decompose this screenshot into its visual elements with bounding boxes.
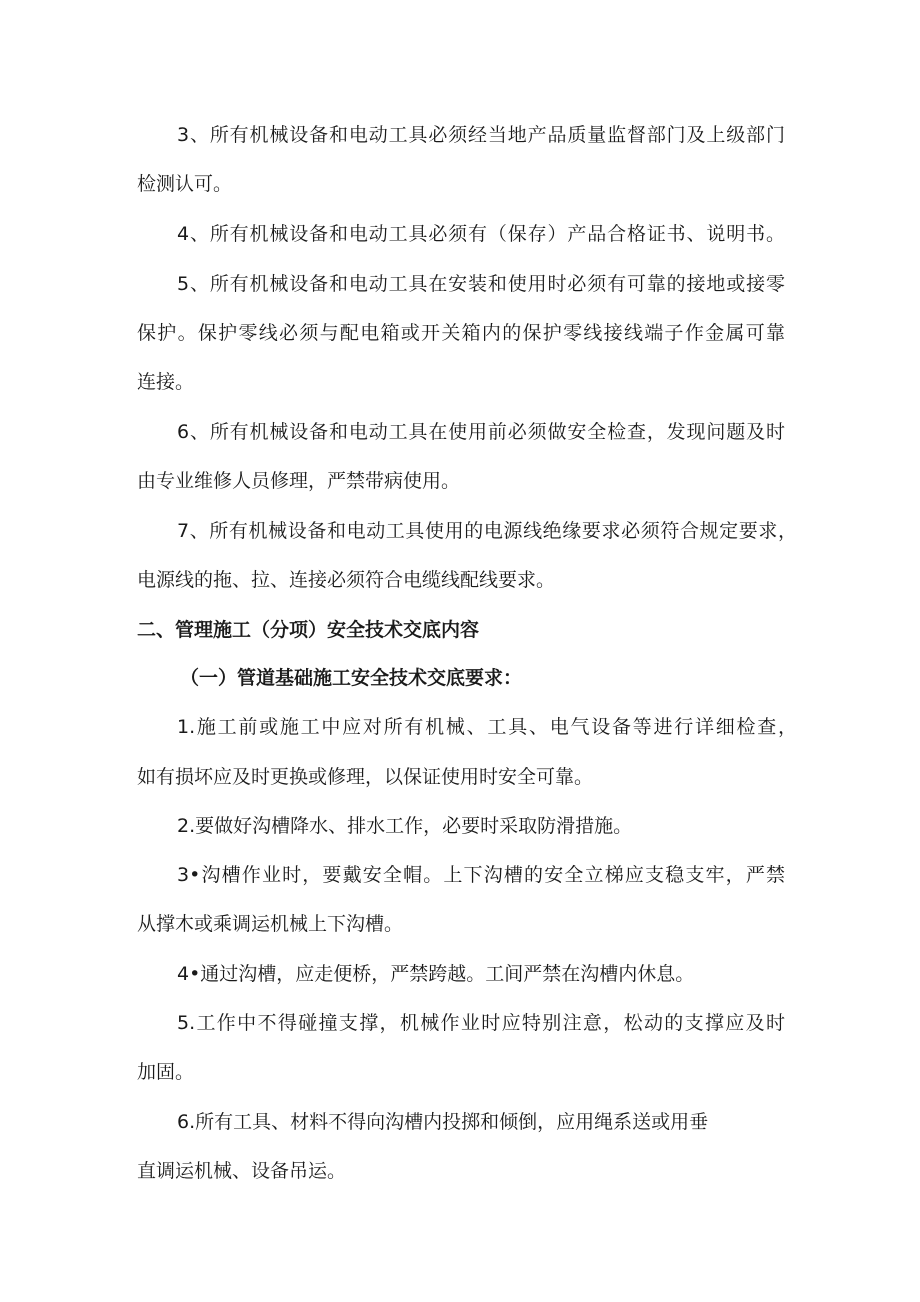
subsection-heading: （一）管道基础施工安全技术交底要求： <box>180 667 523 689</box>
item-1-line-1: 1.施工前或施工中应对所有机械、工具、电气设备等进行详细检查， <box>177 716 797 738</box>
paragraph-3-line-2: 检测认可。 <box>137 173 233 195</box>
paragraph-3-line-1: 3、所有机械设备和电动工具必须经当地产品质量监督部门及上级部门 <box>177 124 785 146</box>
paragraph-6-line-1: 6、所有机械设备和电动工具在使用前必须做安全检查，发现问题及时 <box>177 421 785 443</box>
paragraph-7-line-1: 7、所有机械设备和电动工具使用的电源线绝缘要求必须符合规定要求， <box>177 520 797 542</box>
item-4-line-1: 4•通过沟槽，应走便桥，严禁跨越。工间严禁在沟槽内休息。 <box>177 963 695 985</box>
paragraph-5-line-3: 连接。 <box>137 371 195 393</box>
item-6-line-1: 6.所有工具、材料不得向沟槽内投掷和倾倒，应用绳系送或用垂 <box>177 1111 709 1133</box>
item-5-line-1: 5.工作中不得碰撞支撑，机械作业时应特别注意，松动的支撑应及时 <box>177 1012 785 1034</box>
item-6-line-2: 直调运机械、设备吊运。 <box>137 1160 347 1182</box>
paragraph-5-line-1: 5、所有机械设备和电动工具在安装和使用时必须有可靠的接地或接零 <box>177 273 785 295</box>
item-5-line-2: 加固。 <box>137 1061 195 1083</box>
paragraph-4-line-1: 4、所有机械设备和电动工具必须有（保存）产品合格证书、说明书。 <box>177 223 785 245</box>
item-1-line-2: 如有损坏应及时更换或修理，以保证使用时安全可靠。 <box>137 766 594 788</box>
item-3-line-2: 从撑木或乘调运机械上下沟槽。 <box>137 913 404 935</box>
paragraph-6-line-2: 由专业维修人员修理，严禁带病使用。 <box>137 470 461 492</box>
paragraph-5-line-2: 保护。保护零线必须与配电箱或开关箱内的保护零线接线端子作金属可靠 <box>137 322 785 344</box>
item-2-line-1: 2.要做好沟槽降水、排水工作，必要时采取防滑措施。 <box>177 815 633 837</box>
item-3-line-1: 3•沟槽作业时，要戴安全帽。上下沟槽的安全立梯应支稳支牢，严禁 <box>177 864 785 886</box>
paragraph-7-line-2: 电源线的拖、拉、连接必须符合电缆线配线要求。 <box>137 569 556 591</box>
section-heading: 二、管理施工（分项）安全技术交底内容 <box>137 619 480 641</box>
